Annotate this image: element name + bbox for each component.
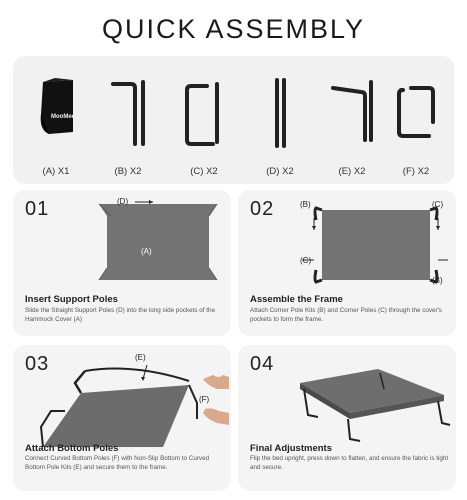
part-label-e: (E) X2 <box>338 166 366 177</box>
callout-b-bottom: (B) <box>432 276 443 285</box>
part-label-d: (D) X2 <box>266 166 294 177</box>
step-title: Final Adjustments <box>250 443 332 454</box>
step-03 <box>13 345 231 491</box>
part-b <box>97 70 159 190</box>
part-label-c: (C) X2 <box>190 166 218 177</box>
corner-pole-c-icon <box>177 74 233 154</box>
callout-e: (E) <box>135 353 146 362</box>
step-description: Slide the Straight Support Poles (D) into the long side pockets of the Hammock Cover (A) <box>25 307 216 323</box>
step-title: Assemble the Frame <box>250 294 343 305</box>
callout-c-bottom: (C) <box>300 256 312 265</box>
step-number: 03 <box>25 353 50 375</box>
step-number: 01 <box>25 198 50 220</box>
part-a <box>25 70 87 190</box>
callout-c-top: (C) <box>432 200 444 209</box>
part-label-f: (F) X2 <box>402 166 430 177</box>
bottom-pole-kit-e-icon <box>325 74 381 154</box>
callout-a: (A) <box>141 247 152 256</box>
step-title: Attach Bottom Poles <box>25 443 119 454</box>
part-label-b: (B) X2 <box>114 166 142 177</box>
step-number: 02 <box>250 198 275 220</box>
hammock-cover-icon <box>29 74 85 144</box>
step-04 <box>238 345 456 491</box>
corner-pole-b-icon <box>101 74 157 154</box>
straight-pole-d-icon <box>253 74 309 154</box>
callout-b-top: (B) <box>300 200 311 209</box>
step-description: Flip the bed upright, press down to flatten, and ensure the fabric is tight and secure. <box>250 455 449 471</box>
step-01 <box>13 190 231 336</box>
part-d <box>249 70 311 190</box>
step-description: Connect Curved Bottom Poles (F) with Non-Slip Bottom to Curved Bottom Pole Kits (E) and secure them to the frame. <box>25 455 210 471</box>
page-title: QUICK ASSEMBLY <box>101 14 366 44</box>
part-f <box>385 70 447 190</box>
part-c <box>173 70 235 190</box>
parts-panel <box>13 56 454 184</box>
part-e <box>321 70 383 190</box>
step-description: Attach Corner Pole Kits (B) and Corner Poles (C) through the cover's pockets to form the frame. <box>250 307 442 323</box>
curved-bottom-pole-f-icon <box>389 74 445 154</box>
cover-logo: MooMee <box>51 114 75 120</box>
part-label-a: (A) X1 <box>42 166 70 177</box>
callout-f: (F) <box>199 395 210 404</box>
step-number: 04 <box>250 353 275 375</box>
step-02 <box>238 190 456 336</box>
step-title: Insert Support Poles <box>25 294 118 305</box>
callout-d: (D) <box>117 197 129 206</box>
